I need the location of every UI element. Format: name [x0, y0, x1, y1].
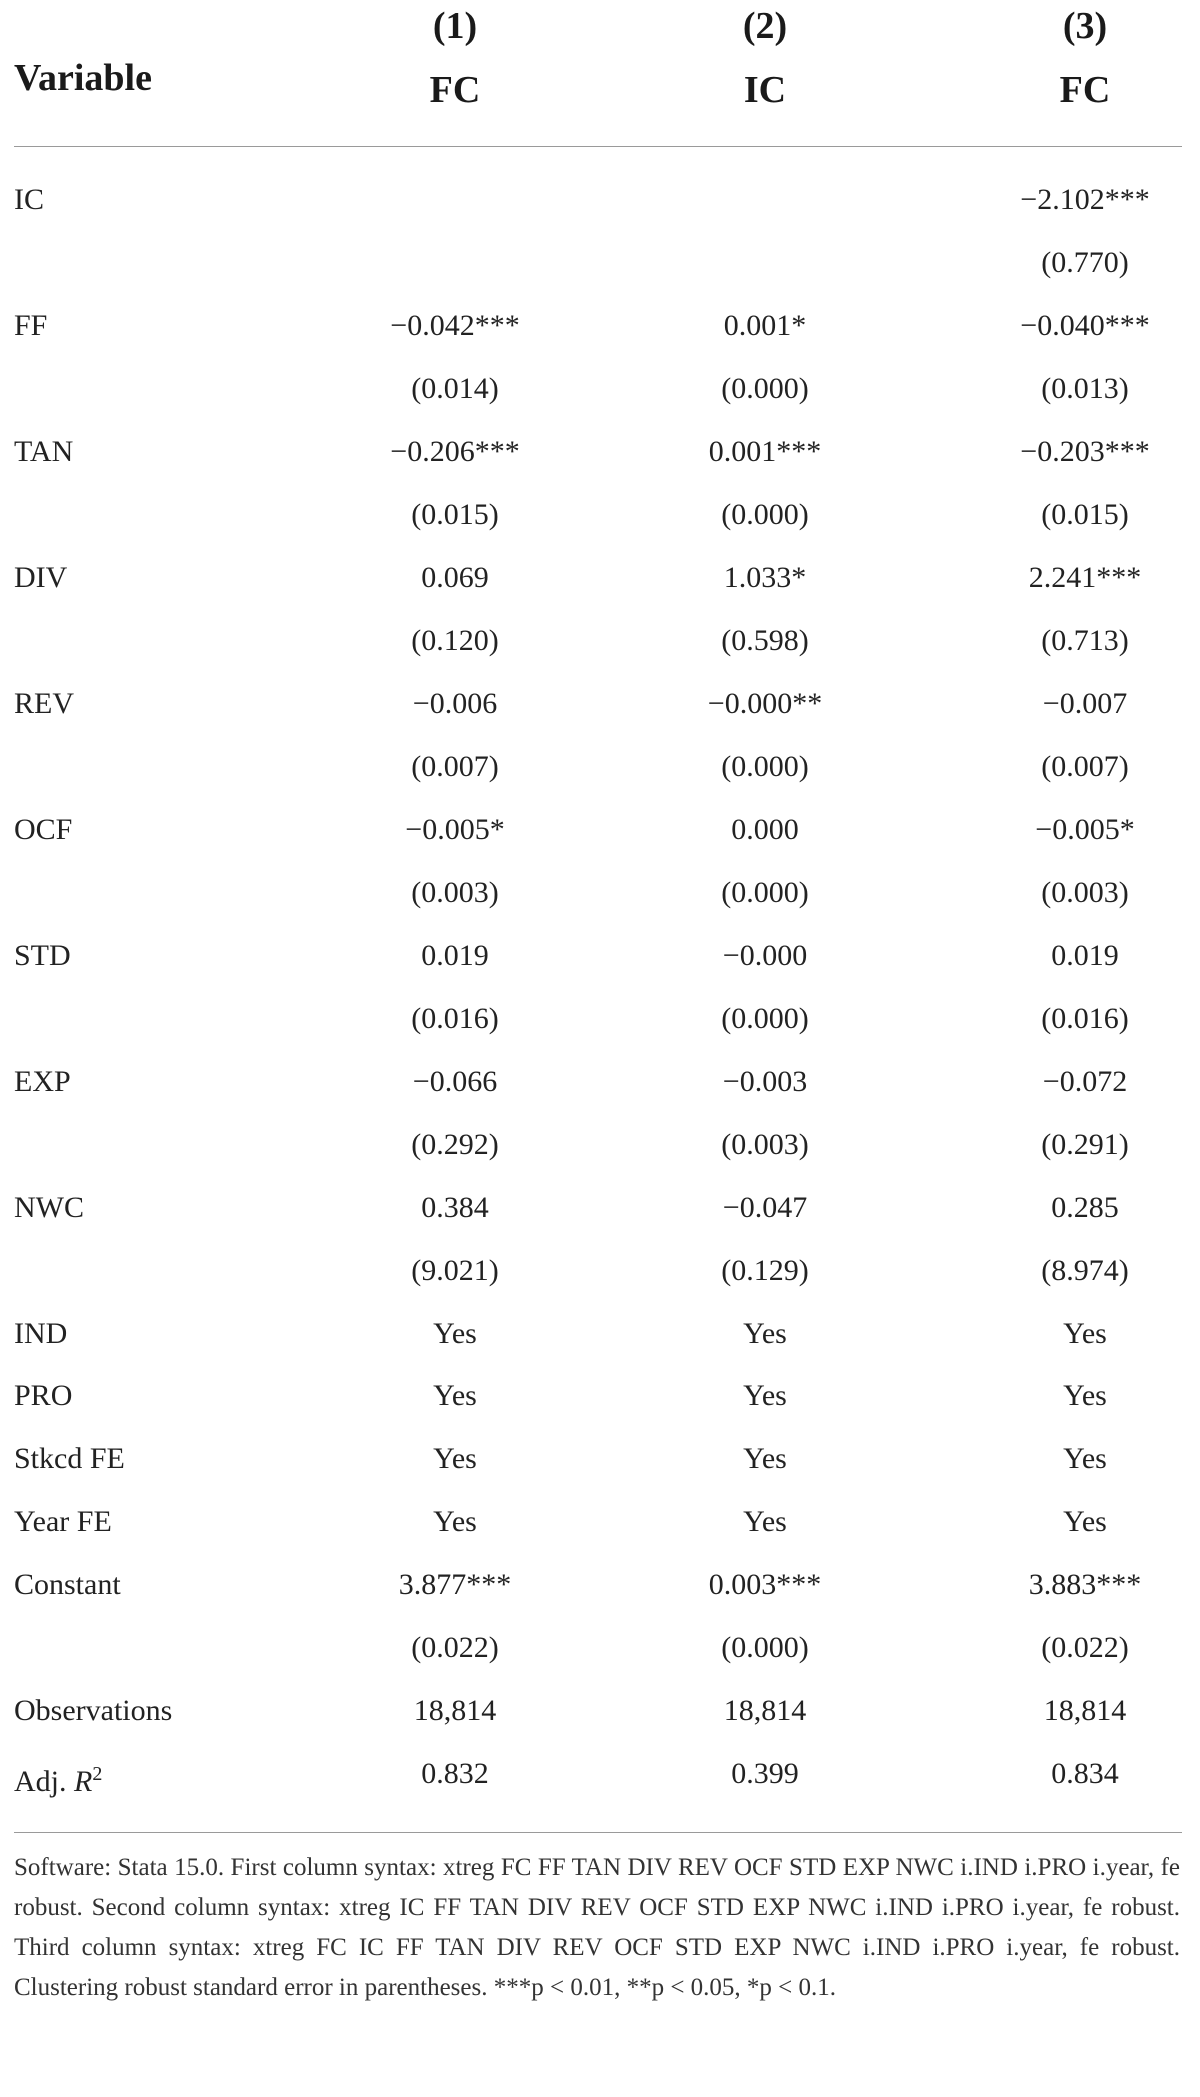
cell-col-1: (0.292) — [411, 1128, 499, 1161]
cell-col-1: −0.066 — [412, 1065, 498, 1098]
cell-col-3: 0.019 — [1051, 939, 1119, 972]
cell-col-1: 0.069 — [421, 561, 489, 594]
cell-col-3: (0.015) — [1041, 498, 1129, 531]
cell-col-3: (0.713) — [1041, 624, 1129, 657]
cell-col-3: (8.974) — [1041, 1254, 1129, 1287]
cell-col-2: (0.003) — [721, 1128, 809, 1161]
cell-col-2: (0.000) — [721, 1002, 809, 1035]
cell-col-3: 2.241*** — [1028, 561, 1142, 594]
cell-col-2: (0.000) — [721, 750, 809, 783]
cell-col-2: Yes — [743, 1505, 787, 1538]
row-label: EXP — [14, 1065, 71, 1098]
column-2-name: IC — [743, 69, 787, 111]
cell-col-2: 18,814 — [723, 1694, 807, 1727]
cell-col-3: 18,814 — [1043, 1694, 1127, 1727]
bottom-rule — [14, 1832, 1182, 1833]
cell-col-1: (0.007) — [411, 750, 499, 783]
row-label: Year FE — [14, 1505, 112, 1538]
cell-col-3: Yes — [1063, 1317, 1107, 1350]
cell-col-3: 0.285 — [1051, 1191, 1119, 1224]
cell-col-2: −0.003 — [722, 1065, 808, 1098]
cell-col-1: 0.019 — [421, 939, 489, 972]
row-label: DIV — [14, 561, 68, 594]
cell-col-3: (0.007) — [1041, 750, 1129, 783]
cell-col-2: 1.033* — [723, 561, 807, 594]
row-label: IND — [14, 1317, 68, 1350]
column-1-number: (1) — [432, 5, 478, 47]
cell-col-3: Yes — [1063, 1505, 1107, 1538]
cell-col-3: (0.022) — [1041, 1631, 1129, 1664]
cell-col-2: (0.598) — [721, 624, 809, 657]
row-label: Constant — [14, 1568, 121, 1601]
table-footnote: Software: Stata 15.0. First column syntax: xtreg FC FF TAN DIV REV OCF STD EXP NWC i.IND i.PRO i.year, fe robust. Second column syntax: xtreg IC FF TAN DIV REV OCF STD EXP NWC i.IND i.PRO i.year, fe robust. Third column syntax: xtreg FC IC FF TAN DIV REV OCF STD EXP NWC i.IND i.PRO i.year, fe robust. Clustering robust standard error in parentheses. ***p < 0.01, **p < 0.05, *p < 0.1. — [14, 1854, 1180, 2001]
cell-col-2: (0.000) — [721, 498, 809, 531]
row-label-text: Adj. R — [14, 1765, 93, 1798]
cell-col-1: (0.014) — [411, 372, 499, 405]
cell-col-1: Yes — [433, 1442, 477, 1475]
cell-col-1: Yes — [433, 1505, 477, 1538]
cell-col-1: Yes — [433, 1317, 477, 1350]
cell-col-3: (0.003) — [1041, 876, 1129, 909]
column-2-number: (2) — [742, 5, 788, 47]
cell-col-2: −0.000** — [707, 687, 823, 720]
row-label: IC — [14, 183, 44, 216]
cell-col-3: −0.007 — [1042, 687, 1128, 720]
cell-col-2: 0.001* — [723, 309, 807, 342]
row-label: STD — [14, 939, 71, 972]
cell-col-2: 0.003*** — [708, 1568, 822, 1601]
header-rule — [14, 146, 1182, 147]
cell-col-2: 0.399 — [731, 1757, 799, 1790]
cell-col-1: 3.877*** — [398, 1568, 512, 1601]
cell-col-2: Yes — [743, 1317, 787, 1350]
row-label: REV — [14, 687, 74, 720]
row-label: FF — [14, 309, 48, 342]
cell-col-3: (0.013) — [1041, 372, 1129, 405]
cell-col-1: 18,814 — [413, 1694, 497, 1727]
cell-col-3: (0.770) — [1041, 246, 1129, 279]
cell-col-1: (9.021) — [411, 1254, 499, 1287]
cell-col-2: 0.000 — [731, 813, 799, 846]
row-label: PRO — [14, 1379, 73, 1412]
cell-col-1: (0.022) — [411, 1631, 499, 1664]
cell-col-3: −0.072 — [1042, 1065, 1128, 1098]
row-label-superscript: 2 — [92, 1763, 103, 1785]
cell-col-1: −0.006 — [412, 687, 498, 720]
column-1-name: FC — [429, 69, 481, 111]
cell-col-1: 0.832 — [421, 1757, 489, 1790]
cell-col-3: 3.883*** — [1028, 1568, 1142, 1601]
cell-col-3: Yes — [1063, 1442, 1107, 1475]
cell-col-1: −0.206*** — [390, 435, 520, 468]
cell-col-1: 0.384 — [421, 1191, 489, 1224]
cell-col-3: −2.102*** — [1020, 183, 1150, 216]
row-label: OCF — [14, 813, 73, 846]
cell-col-1: Yes — [433, 1379, 477, 1412]
row-label: TAN — [14, 435, 74, 468]
cell-col-1: (0.016) — [411, 1002, 499, 1035]
cell-col-1: −0.042*** — [390, 309, 520, 342]
cell-col-3: (0.291) — [1041, 1128, 1129, 1161]
cell-col-2: (0.000) — [721, 1631, 809, 1664]
cell-col-3: (0.016) — [1041, 1002, 1129, 1035]
cell-col-3: 0.834 — [1051, 1757, 1119, 1790]
cell-col-2: (0.000) — [721, 876, 809, 909]
cell-col-1: (0.003) — [411, 876, 499, 909]
cell-col-2: Yes — [743, 1442, 787, 1475]
cell-col-3: Yes — [1063, 1379, 1107, 1412]
cell-col-1: (0.015) — [411, 498, 499, 531]
row-label: Observations — [14, 1694, 173, 1727]
cell-col-3: −0.005* — [1035, 813, 1135, 846]
cell-col-2: −0.047 — [722, 1191, 808, 1224]
cell-col-1: −0.005* — [405, 813, 505, 846]
cell-col-2: (0.129) — [721, 1254, 809, 1287]
cell-col-3: −0.040*** — [1020, 309, 1150, 342]
cell-col-2: (0.000) — [721, 372, 809, 405]
row-label: NWC — [14, 1191, 84, 1224]
cell-col-2: Yes — [743, 1379, 787, 1412]
row-label: Stkcd FE — [14, 1442, 125, 1475]
variable-header: Variable — [14, 57, 152, 99]
column-3-name: FC — [1059, 69, 1111, 111]
cell-col-2: 0.001*** — [708, 435, 822, 468]
column-3-number: (3) — [1062, 5, 1108, 47]
cell-col-2: −0.000 — [722, 939, 808, 972]
cell-col-1: (0.120) — [411, 624, 499, 657]
row-label — [14, 1754, 102, 1802]
cell-col-3: −0.203*** — [1020, 435, 1150, 468]
